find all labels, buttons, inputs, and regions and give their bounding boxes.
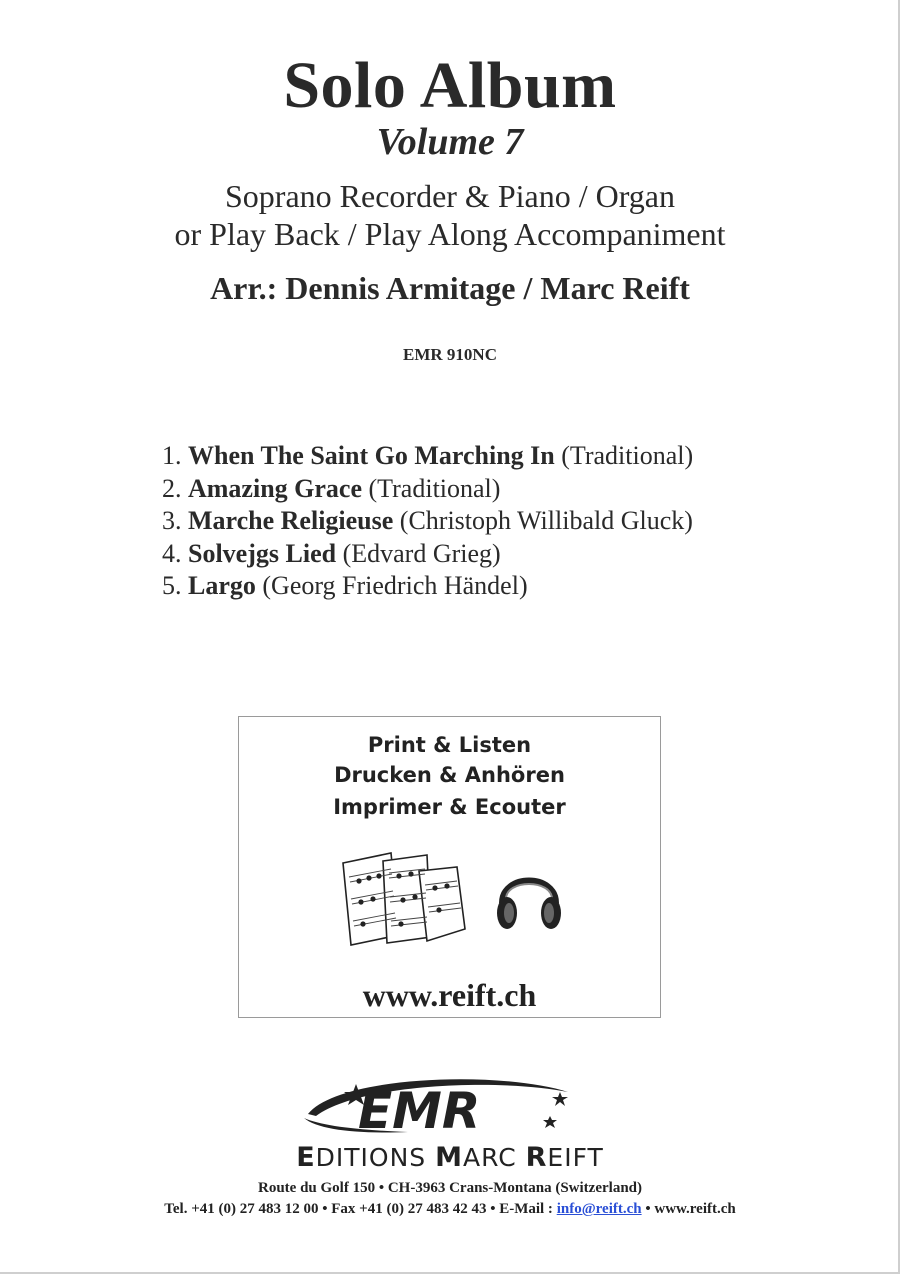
publisher-initial-r: R: [525, 1142, 548, 1173]
track-number: 5.: [162, 571, 182, 600]
email-link[interactable]: info@reift.ch: [556, 1201, 642, 1217]
track-title: Largo: [188, 571, 256, 600]
track-item: [162, 505, 693, 538]
publisher-word-marc: ARC: [462, 1143, 517, 1172]
promo-website[interactable]: www.reift.ch: [362, 977, 537, 1013]
instrumentation-line-1: Soprano Recorder & Piano / Organ: [225, 178, 675, 214]
publisher-name: [0, 1142, 900, 1173]
publisher-address: Route du Golf 150 • CH-3963 Crans-Montana (Switzerland): [258, 1180, 642, 1196]
track-number: 1.: [162, 441, 182, 470]
publisher-initial-m: M: [435, 1142, 463, 1173]
publisher-word-reift: EIFT: [547, 1143, 604, 1172]
contact-website[interactable]: • www.reift.ch: [641, 1201, 736, 1217]
track-composer: (Edvard Grieg): [342, 538, 501, 568]
instrumentation-line-2: or Play Back / Play Along Accompaniment: [174, 216, 726, 252]
track-item: [162, 473, 693, 506]
contact-phone-fax: Tel. +41 (0) 27 483 12 00 • Fax +41 (0) 27 483 42 43 • E-Mail :: [164, 1201, 557, 1217]
volume-subtitle: Volume 7: [376, 121, 524, 163]
track-list: [162, 440, 693, 603]
emr-logo: [298, 1070, 582, 1140]
emr-logo-text: EMR: [358, 1082, 481, 1140]
album-title: Solo Album: [283, 49, 617, 122]
track-composer: (Traditional): [368, 473, 501, 503]
track-number: 2.: [162, 473, 182, 503]
publisher-word-editions: DITIONS: [315, 1143, 427, 1172]
arranger-credit: Arr.: Dennis Armitage / Marc Reift: [210, 270, 690, 306]
track-item: [162, 440, 693, 473]
track-composer: (Traditional): [561, 441, 694, 470]
promo-line-english: Print & Listen: [367, 733, 532, 757]
track-title: When The Saint Go Marching In: [188, 441, 555, 470]
track-item: [162, 570, 693, 603]
track-number: 4.: [162, 538, 182, 568]
promo-line-german: Drucken & Anhören: [334, 763, 565, 787]
track-title: Marche Religieuse: [188, 506, 394, 535]
print-listen-box: [238, 716, 661, 1018]
headphones-icon: [494, 859, 564, 937]
sheet-music-icon: [339, 849, 469, 949]
track-title: Solvejgs Lied: [188, 538, 337, 568]
publisher-initial-e: E: [296, 1142, 316, 1173]
track-title: Amazing Grace: [188, 473, 363, 503]
track-item: [162, 538, 693, 571]
track-number: 3.: [162, 506, 182, 535]
track-composer: (Christoph Willibald Gluck): [399, 506, 693, 535]
promo-line-french: Imprimer & Ecouter: [333, 795, 566, 819]
publisher-contact: [0, 1201, 900, 1218]
track-composer: (Georg Friedrich Händel): [262, 571, 528, 600]
catalog-number: EMR 910NC: [403, 345, 497, 364]
